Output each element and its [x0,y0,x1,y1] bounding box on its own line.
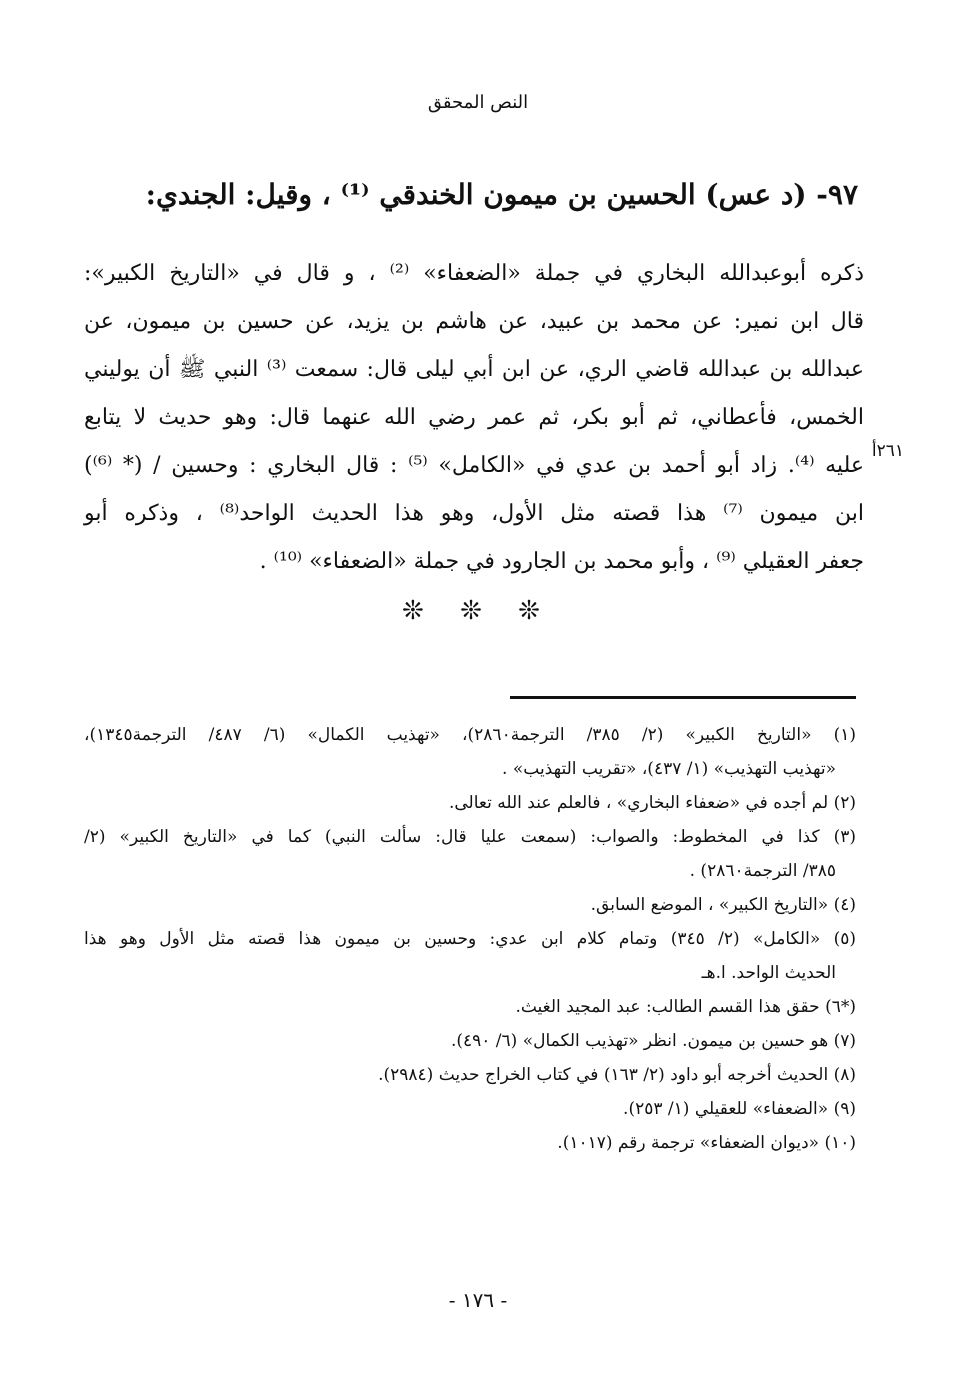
footnote-line: (*٦) حقق هذا القسم الطالب: عبد المجيد الغيث. [515,997,856,1017]
manuscript-folio-note: ٢٦١أ [871,441,904,461]
footnote-line: (٨) الحديث أخرجه أبو داود (٢/ ١٦٣) في كتاب الخراج حديث (٢٩٨٤). [378,1065,856,1085]
footnote-line: (٣) كذا في المخطوط: والصواب: (سمعت عليا قال: سألت النبي) كما في «التاريخ الكبير» (٢/ [84,827,856,847]
entry-title: ٩٧- (د عس) الحسين بن ميمون الخندقي ⁽¹⁾ ، وقيل: الجندي: [145,178,858,211]
section-separator: ❊ ❊ ❊ [402,596,554,626]
footnotes [84,718,856,1160]
main-text [84,250,864,586]
main-text-line: جعفر العقيلي ⁽⁹⁾ ، وأبو محمد بن الجارود في جملة «الضعفاء» ⁽¹⁰⁾ . [259,549,864,574]
footnote-line: «تهذيب التهذيب» (١/ ٤٣٧)، «تقريب التهذيب» . [502,759,836,779]
footnote-line: (٧) هو حسين بن ميمون. انظر «تهذيب الكمال» (٦/ ٤٩٠). [450,1031,856,1051]
main-text-line: عبدالله بن عبدالله قاضي الري، عن ابن أبي ليلى قال: سمعت ⁽³⁾ النبي ﷺ أن يوليني [84,357,865,382]
footnote-line: (٤) «التاريخ الكبير» ، الموضع السابق. [590,895,856,915]
footnote-line: (٩) «الضعفاء» للعقيلي (١/ ٢٥٣). [623,1099,856,1119]
footnote-line: الحديث الواحد. ا.هـ [701,963,836,983]
footnote-line: (١) «التاريخ الكبير» (٢/ ٣٨٥/ الترجمة٢٨٦٠)، «تهذيب الكمال» (٦/ ٤٨٧/ الترجمة١٣٤٥)، [84,725,857,745]
running-head: النص المحقق [427,92,529,113]
main-text-line: ابن ميمون ⁽⁷⁾ هذا قصته مثل الأول، وهو هذا الحديث الواحد⁽⁸⁾ ، وذكره أبو [84,501,864,526]
main-text-line: قال ابن نمير: عن محمد بن عبيد، عن هاشم بن يزيد، عن حسين بن ميمون، عن [84,309,864,334]
footnote-line: (١٠) «ديوان الضعفاء» ترجمة رقم (١٠١٧). [557,1133,856,1153]
page-number: - ١٧٦ - [448,1288,508,1312]
footnote-line: ٣٨٥/ الترجمة٢٨٦٠) . [689,861,836,881]
footnote-line: (٢) لم أجده في «ضعفاء البخاري» ، فالعلم عند الله تعالى. [448,793,856,813]
footnote-rule [510,696,856,699]
main-text-line: ذكره أبوعبدالله البخاري في جملة «الضعفاء» ⁽²⁾ ، و قال في «التاريخ الكبير»: [84,261,864,286]
main-text-line: الخمس، فأعطاني، ثم أبو بكر، ثم عمر رضي الله عنهما قال: وهو حديث لا يتابع [84,405,864,430]
footnote-line: (٥) «الكامل» (٢/ ٣٤٥) وتمام كلام ابن عدي: وحسين بن ميمون هذا قصته مثل الأول وهو هذا [84,929,856,949]
main-text-line: عليه ⁽⁴⁾. زاد أبو أحمد بن عدي في «الكامل» ⁽⁵⁾ : قال البخاري : وحسين / (* ⁽⁶⁾) [84,453,864,478]
